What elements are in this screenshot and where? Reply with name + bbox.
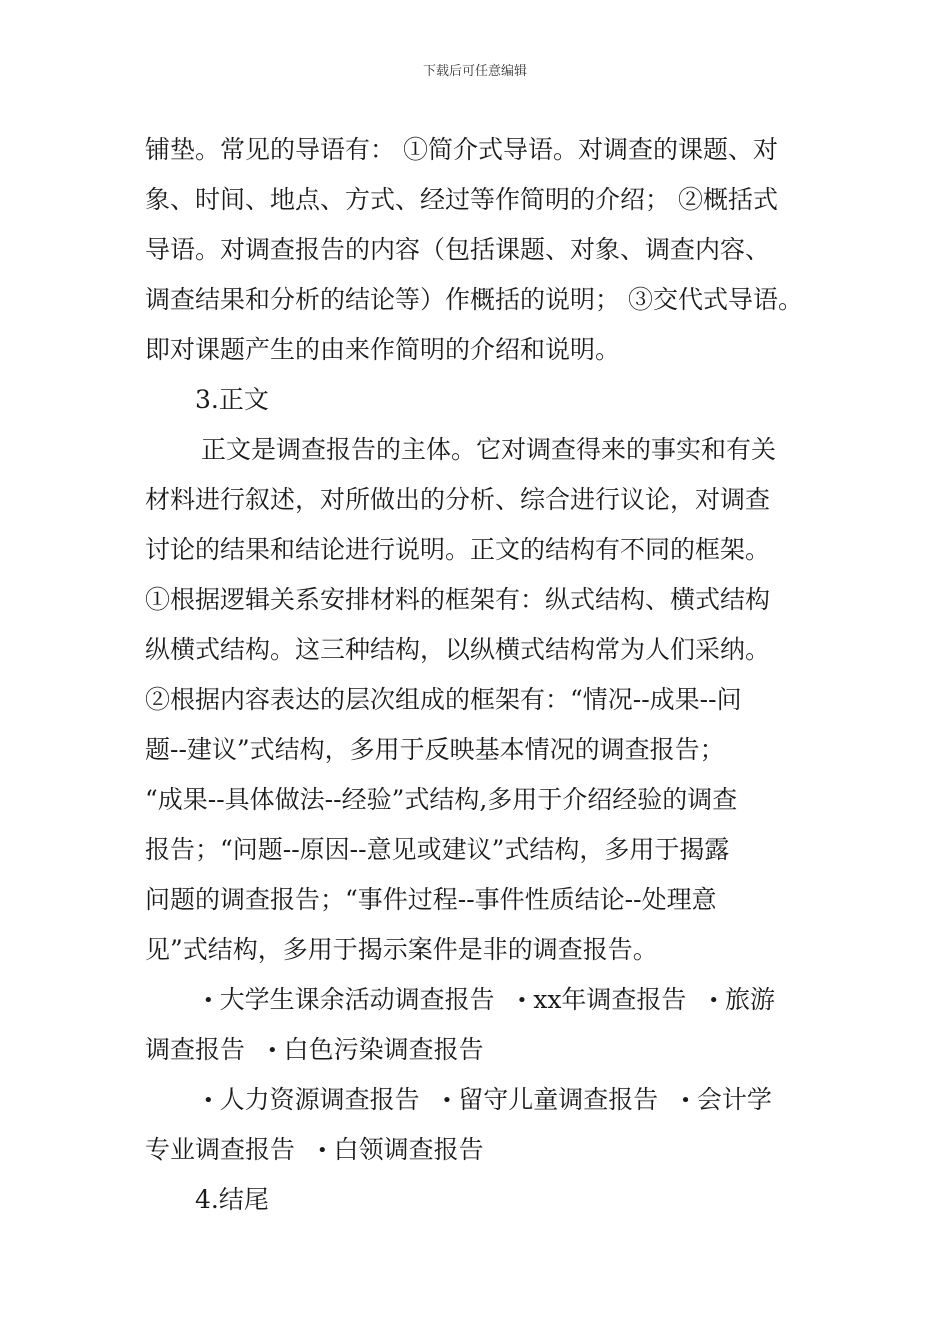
related-link-white-pollution[interactable]: • 白色污染调查报告: [266, 1035, 484, 1064]
bullet-icon: •: [441, 1090, 453, 1111]
bullet-icon: •: [203, 1090, 214, 1111]
related-links-line: [145, 1075, 835, 1125]
related-links-line: [145, 1025, 835, 1075]
text-line: 即对课题产生的由来作简明的介绍和说明。: [145, 335, 621, 364]
text-line: 象、时间、地点、方式、经过等作简明的介绍； ②概括式: [145, 185, 778, 214]
text-line: 铺垫。常见的导语有： ①简介式导语。对调查的课题、对: [145, 135, 778, 164]
intro-paragraph: [145, 125, 835, 375]
text-line: 讨论的结果和结论进行说明。正文的结构有不同的框架。: [145, 535, 771, 564]
text-line: 材料进行叙述，对所做出的分析、综合进行议论，对调查: [145, 485, 771, 514]
text-line: 问题的调查报告；“事件过程--事件性质结论--处理意: [145, 885, 717, 914]
text-line: 正文是调查报告的主体。它对调查得来的事实和有关: [201, 435, 777, 464]
text-line: 报告；“问题--原因--意见或建议”式结构，多用于揭露: [145, 835, 730, 864]
text-line: 导语。对调查报告的内容（包括课题、对象、调查内容、: [145, 235, 771, 264]
bullet-icon: •: [203, 990, 214, 1011]
related-link-human-resources[interactable]: • 人力资源调查报告: [203, 1085, 420, 1114]
text-line: 见”式结构，多用于揭示案件是非的调查报告。: [145, 935, 658, 964]
text-line: 题--建议”式结构，多用于反映基本情况的调查报告；: [145, 735, 725, 764]
text-line: ②根据内容表达的层次组成的框架有：“情况--成果--问: [145, 685, 742, 714]
section-heading-body: 3.正文: [195, 385, 269, 414]
text-line: ①根据逻辑关系安排材料的框架有：纵式结构、横式结构: [145, 585, 771, 614]
bullet-icon: •: [516, 990, 528, 1011]
related-link-white-collar[interactable]: • 白领调查报告: [316, 1135, 484, 1164]
related-links-group-1: [145, 975, 835, 1075]
page-header: 下载后可任意编辑: [422, 64, 527, 79]
related-link-accounting[interactable]: • 会计学: [680, 1085, 772, 1114]
bullet-icon: •: [708, 990, 719, 1011]
related-links-line: [145, 1125, 835, 1175]
related-link-annual-report[interactable]: • xx年调查报告: [516, 985, 687, 1014]
related-link-left-behind-children[interactable]: • 留守儿童调查报告: [441, 1085, 659, 1114]
text-line: “成果--具体做法--经验”式结构,多用于介绍经验的调查: [145, 785, 738, 814]
body-paragraph: [145, 425, 835, 975]
related-link-tourism[interactable]: • 旅游: [708, 985, 776, 1014]
related-link-accounting-cont[interactable]: 专业调查报告: [145, 1135, 296, 1164]
bullet-icon: •: [680, 1090, 691, 1111]
related-links-line: [145, 975, 835, 1025]
text-line: 调查结果和分析的结论等）作概括的说明； ③交代式导语。: [145, 285, 803, 314]
section-heading-ending: 4.结尾: [195, 1185, 269, 1214]
document-body: [145, 125, 835, 1225]
related-links-group-2: [145, 1075, 835, 1175]
text-line: 纵横式结构。这三种结构，以纵横式结构常为人们采纳。: [145, 635, 771, 664]
related-link-campus-activities[interactable]: • 大学生课余活动调查报告: [203, 985, 495, 1014]
related-link-tourism-cont[interactable]: 调查报告: [145, 1035, 246, 1064]
bullet-icon: •: [316, 1140, 328, 1161]
bullet-icon: •: [266, 1040, 278, 1061]
